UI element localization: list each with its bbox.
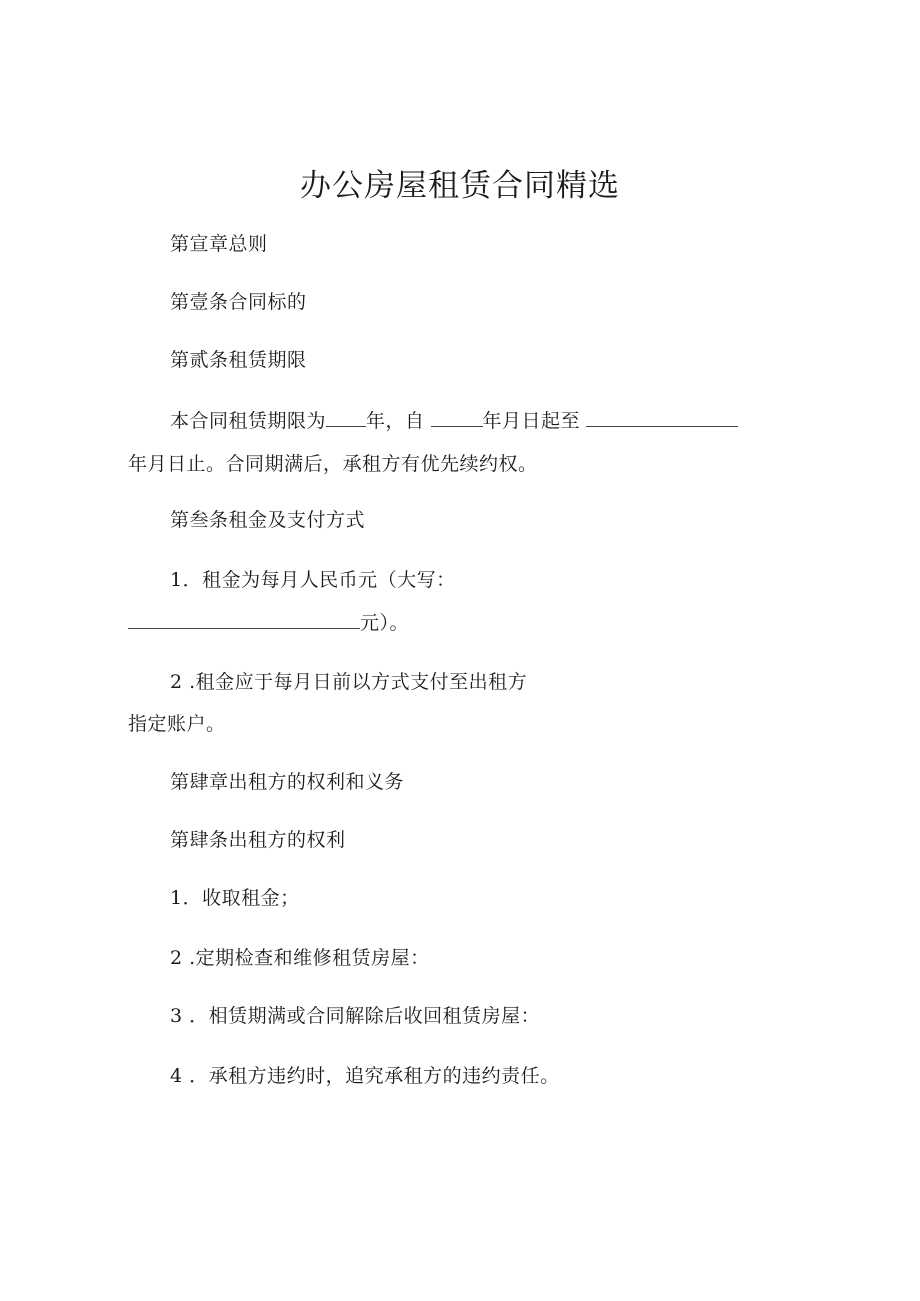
document-title: 办公房屋租赁合同精选	[300, 168, 620, 204]
article-1-heading: 第壹条合同标的	[170, 291, 307, 313]
article-4-heading: 第肆条出租方的权利	[170, 829, 346, 851]
landlord-right-3: 3 ．相赁期满或合同解除后收回租赁房屋：	[170, 1005, 541, 1027]
lease-term-text-3: 年月日起至	[482, 410, 581, 432]
lease-term-line-1	[170, 406, 738, 435]
rent-item-1-line-2	[128, 608, 409, 637]
chapter-1-heading: 第宣章总则	[170, 233, 268, 255]
rent-item-2-line-1: 2 .租金应于每月日前以方式支付至出租方	[170, 671, 528, 693]
rent-item-1-text-2: 元）。	[360, 612, 410, 634]
rent-item-1-line-1: 1．租金为每月人民币元（大写：	[170, 569, 456, 591]
landlord-right-2: 2 .定期检查和维修租赁房屋：	[170, 947, 430, 969]
chapter-4-heading: 第肆章出租方的权利和义务	[170, 771, 405, 793]
lease-years-blank	[326, 406, 366, 427]
lease-term-line-2: 年月日止。合同期满后，承租方有优先续约权。	[128, 453, 538, 475]
start-date-blank	[431, 406, 483, 427]
rent-item-2-line-2: 指定账户。	[128, 713, 226, 735]
lease-term-text-2: 年，自	[366, 410, 425, 432]
article-3-heading: 第叁条租金及支付方式	[170, 509, 366, 531]
lease-term-text-1: 本合同租赁期限为	[170, 410, 327, 432]
rent-amount-blank	[128, 608, 360, 629]
article-2-heading: 第贰条租赁期限	[170, 349, 307, 371]
landlord-right-4: 4 ．承租方违约时，追究承租方的违约责任。	[170, 1065, 560, 1087]
landlord-right-1: 1．收取租金；	[170, 887, 300, 909]
end-date-blank	[586, 406, 738, 427]
